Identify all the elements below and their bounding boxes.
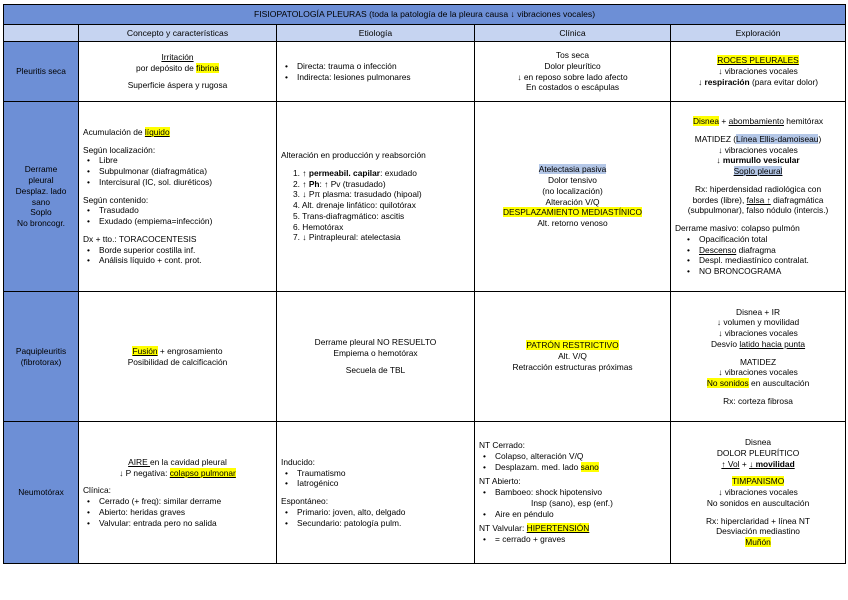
highlight-text: ROCES PLEURALES bbox=[717, 55, 799, 66]
list-item: • Aire en péndulo bbox=[479, 509, 666, 520]
pleuritis-etiologia bbox=[277, 42, 475, 102]
row-derrame bbox=[4, 102, 846, 292]
derrame-exploracion bbox=[671, 102, 846, 292]
text-line: Alteración V/Q bbox=[545, 196, 600, 207]
list-item: • Traumatismo bbox=[281, 468, 470, 479]
text-line: Retracción estructuras próximas bbox=[512, 361, 633, 372]
text-line: NT Cerrado: bbox=[479, 440, 525, 451]
highlight-text: líquido bbox=[144, 126, 170, 137]
highlight-text: Fusión bbox=[132, 345, 158, 356]
table-title: FISIOPATOLOGÍA PLEURAS (toda la patología de la pleura causa ↓ vibraciones vocales) bbox=[4, 5, 846, 25]
list-item: • Indirecta: lesiones pulmonares bbox=[281, 72, 470, 83]
highlight-text: PATRÓN RESTRICTIVO bbox=[526, 340, 619, 351]
paqui-concepto bbox=[79, 292, 277, 422]
text-line: No sonidos en auscultación bbox=[706, 497, 810, 508]
list-item: • NO BRONCOGRAMA bbox=[683, 266, 841, 277]
text-line: En costados o escápulas bbox=[525, 82, 620, 93]
rowhead-pleuritis: Pleuritis seca bbox=[4, 42, 79, 102]
list-item: • Borde superior costilla inf. bbox=[83, 245, 272, 256]
derrame-clinica bbox=[475, 102, 671, 292]
rowhead-derrame: Derrame pleural Desplaz. lado sano Soplo No broncogr. bbox=[4, 102, 79, 292]
highlight-text: Línea Ellis-damoiseau bbox=[736, 133, 819, 144]
pleuritis-concepto bbox=[79, 42, 277, 102]
header-exploracion: Exploración bbox=[671, 25, 846, 42]
highlight-text: fibrina bbox=[196, 62, 219, 73]
text-line: Acumulación de líquido bbox=[83, 126, 170, 137]
text-line: Fusión + engrosamiento bbox=[132, 345, 223, 356]
pleuritis-clinica bbox=[475, 42, 671, 102]
list-item: • Opacificación total bbox=[683, 234, 841, 245]
text-line: DOLOR PLEURÍTICO bbox=[716, 447, 800, 458]
paqui-exploracion bbox=[671, 292, 846, 422]
text-line: Dolor pleurítico bbox=[544, 60, 601, 71]
list-item: • Subpulmonar (diafragmática) bbox=[83, 166, 272, 177]
list-item: • Desplazam. med. lado sano bbox=[479, 462, 666, 473]
text-line: ↓ vibraciones vocales bbox=[718, 487, 798, 498]
text-line: ↓ vibraciones vocales bbox=[718, 66, 798, 77]
text-line: Dx + tto.: TORACOCENTESIS bbox=[83, 233, 197, 244]
text-line: ↓ murmullo vesicular bbox=[716, 155, 800, 166]
text-line: No sonidos en auscultación bbox=[706, 378, 810, 388]
text-line: Rx: hiperclaridad + línea NT bbox=[706, 515, 811, 526]
list-item: • Valvular: entrada pero no salida bbox=[83, 518, 272, 529]
neumo-concepto bbox=[79, 422, 277, 564]
pleuritis-concepto-line: Superficie áspera y rugosa bbox=[127, 80, 228, 91]
text-line: ↓ vibraciones vocales bbox=[718, 367, 798, 378]
list-item: • Intercisural (IC, sol. diuréticos) bbox=[83, 177, 272, 188]
highlight-text: Atelectasia pasiva bbox=[538, 164, 607, 175]
highlight-text: Soplo pleural bbox=[733, 166, 783, 177]
list-item: • Exudado (empiema=infección) bbox=[83, 216, 272, 227]
list-item: • Análisis líquido + cont. prot. bbox=[83, 255, 272, 266]
text-line: MATIDEZ bbox=[739, 356, 777, 367]
highlight-text: DESPLAZAMIENTO MEDIASTÍNICO bbox=[503, 207, 642, 218]
list-item: • Trasudado bbox=[83, 205, 272, 216]
paqui-clinica bbox=[475, 292, 671, 422]
text-line: Alt. V/Q bbox=[558, 351, 587, 362]
text-line: Derrame pleural NO RESUELTO bbox=[314, 336, 437, 347]
list-item: • Libre bbox=[83, 155, 272, 166]
text-line: Según contenido: bbox=[83, 194, 149, 205]
header-corner bbox=[4, 25, 79, 42]
neumo-etiologia bbox=[277, 422, 475, 564]
highlight-text: No sonidos bbox=[706, 378, 749, 388]
list-item: • = cerrado + graves bbox=[479, 534, 666, 545]
highlight-text: Disnea bbox=[692, 116, 720, 127]
neumo-clinica bbox=[475, 422, 671, 564]
text-line: Disnea + IR bbox=[736, 306, 781, 317]
list-item: • Iatrogénico bbox=[281, 478, 470, 489]
text-line: ↓ en reposo sobre lado afecto bbox=[517, 71, 628, 82]
text-line: Rx: hiperdensidad radiológica con bbox=[694, 183, 822, 194]
list-item: 4. Alt. drenaje linfático: quilotórax bbox=[293, 200, 416, 210]
text-line: Según localización: bbox=[83, 144, 156, 155]
header-etiologia: Etiología bbox=[277, 25, 475, 42]
text-line: (subpulmonar), falso nódulo (intercis.) bbox=[687, 205, 829, 216]
list-item: 5. Trans-diafragmático: ascitis bbox=[293, 210, 405, 221]
list-item: • Directa: trauma o infección bbox=[281, 61, 470, 72]
derrame-concepto bbox=[79, 102, 277, 292]
text-line: Inducido: bbox=[281, 456, 315, 467]
text-line: MATIDEZ (Línea Ellis-damoiseau) bbox=[694, 133, 822, 144]
text-line: Derrame masivo: colapso pulmón bbox=[675, 223, 800, 234]
text-line: ↓ vibraciones vocales bbox=[718, 328, 798, 338]
row-paquipleuritis bbox=[4, 292, 846, 422]
pleuritis-exploracion bbox=[671, 42, 846, 102]
list-item: • Descenso diafragma bbox=[683, 245, 841, 256]
text-line: ↓ vibraciones vocales bbox=[718, 144, 798, 155]
text-line: Tos seca bbox=[555, 50, 590, 60]
row-neumotorax bbox=[4, 422, 846, 564]
neumo-exploracion bbox=[671, 422, 846, 564]
list-item: 7. ↓ Pintrapleural: atelectasia bbox=[293, 232, 401, 243]
text-line: Insp (sano), esp (enf.) bbox=[531, 497, 613, 508]
list-item: 2. ↑ Ph: ↑ Pv (trasudado) bbox=[293, 178, 386, 189]
list-item: • Secundario: patología pulm. bbox=[281, 518, 470, 529]
text-line: Rx: corteza fibrosa bbox=[723, 395, 793, 406]
list-item: 1. ↑ permeabil. capilar: exudado bbox=[293, 167, 417, 178]
text-line: Desviación mediastino bbox=[716, 526, 800, 537]
pleuritis-concepto-line: Irritación bbox=[161, 51, 194, 62]
text-line: Disnea bbox=[744, 437, 772, 448]
list-item: • Bamboeo: shock hipotensivo bbox=[479, 487, 666, 498]
text-line: NT Valvular: HIPERTENSIÓN bbox=[479, 523, 590, 534]
pleuritis-concepto-line: por depósito de fibrina bbox=[136, 62, 219, 73]
text-line: ↓ volumen y movilidad bbox=[716, 317, 800, 328]
text-line: (no localización) bbox=[542, 185, 603, 196]
rowhead-neumotorax: Neumotórax bbox=[4, 422, 79, 564]
highlight-text: colapso pulmonar bbox=[169, 467, 236, 478]
paqui-etiologia bbox=[277, 292, 475, 422]
header-clinica: Clínica bbox=[475, 25, 671, 42]
header-concepto: Concepto y características bbox=[79, 25, 277, 42]
list-item: 6. Hemotórax bbox=[293, 221, 344, 232]
list-item: 3. ↓ Pπ plasma: trasudado (hipoal) bbox=[293, 189, 422, 200]
list-item: • Primario: joven, alto, delgado bbox=[281, 507, 470, 518]
text-line: Clínica: bbox=[83, 485, 111, 496]
list-item: • Despl. mediastínico contralat. bbox=[683, 255, 841, 266]
list-item: • Colapso, alteración V/Q bbox=[479, 451, 666, 462]
text-line: ↓ respiración (para evitar dolor) bbox=[697, 76, 819, 87]
text-line: ↓ P negativa: colapso pulmonar bbox=[119, 467, 236, 478]
text-line: bordes (libre), falsa ↑ diafragmática bbox=[692, 194, 824, 205]
list-item: • Cerrado (+ freq): similar derrame bbox=[83, 496, 272, 507]
text-line: Secuela de TBL bbox=[345, 365, 406, 376]
highlight-text: Muñón bbox=[745, 537, 771, 548]
highlight-text: TIMPANISMO bbox=[731, 476, 785, 487]
text-line: AIRE en la cavidad pleural bbox=[128, 456, 227, 467]
text-line: Dolor tensivo bbox=[548, 175, 597, 185]
text-line: Empiema o hemotórax bbox=[333, 347, 418, 358]
pleura-table bbox=[3, 4, 846, 564]
text-line: Alt. retorno venoso bbox=[537, 218, 608, 228]
highlight-text: HIPERTENSIÓN bbox=[526, 523, 590, 534]
rowhead-paquipleuritis: Paquipleuritis (fibrotorax) bbox=[4, 292, 79, 422]
text-line: ↑ Vol + ↓ movilidad bbox=[721, 458, 795, 469]
highlight-text: sano bbox=[580, 461, 599, 472]
derrame-etiologia bbox=[277, 102, 475, 292]
text-line: Posibilidad de calcificación bbox=[127, 356, 228, 367]
text-line: NT Abierto: bbox=[479, 476, 521, 487]
text-line: Disnea + abombamiento hemitórax bbox=[692, 116, 824, 127]
text-line: Desvío latido hacia punta bbox=[711, 338, 806, 349]
row-pleuritis bbox=[4, 42, 846, 102]
list-item: • Abierto: heridas graves bbox=[83, 507, 272, 518]
text-line: Alteración en producción y reabsorción bbox=[281, 150, 426, 160]
text-line: Espontáneo: bbox=[281, 496, 329, 506]
